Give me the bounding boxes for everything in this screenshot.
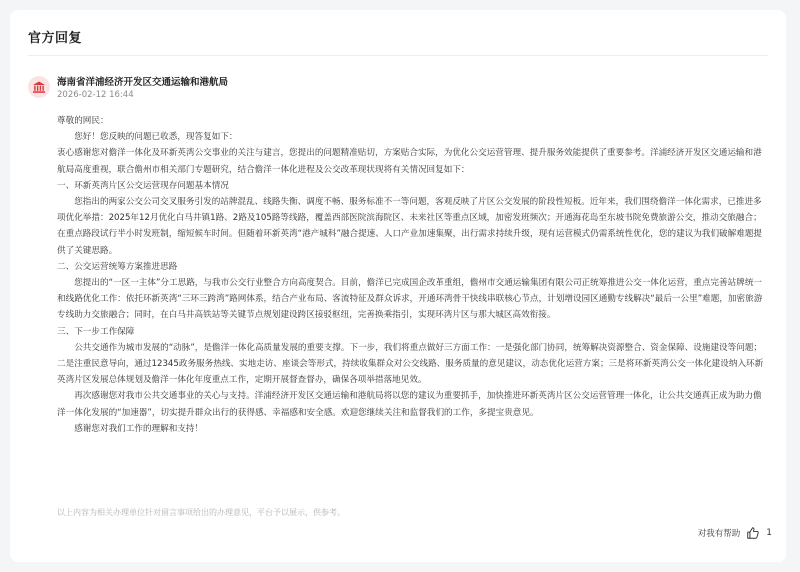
salutation: 尊敬的网民： [57, 116, 109, 126]
greeting: 您好！您反映的问题已收悉，现答复如下： [74, 132, 238, 143]
helpful-label: 对我有帮助 [697, 529, 741, 539]
reply-time: 2026-02-12 16:44 [57, 90, 134, 100]
helpful-button[interactable] [698, 526, 772, 540]
org-name: 海南省洋浦经济开发区交通运输和港航局 [57, 77, 229, 88]
avatar [28, 76, 50, 98]
disclaimer-note: 以上内容为相关办理单位针对留言事项给出的办理意见，平台予以展示，供参考。 [57, 508, 345, 517]
section-heading: 一、环新英湾片区公交运营现存问题基本情况 [57, 180, 229, 191]
section-heading: 三、下一步工作保障 [57, 326, 135, 337]
reply-paragraph: 再次感谢您对我市公共交通事业的关心与支持。洋浦经济开发区交通运输和港航局将以您的建议为重要抓手，加快推进环新英湾片区公交运营管理一体化，让公共交通真正成为助力儋洋一体化发展的“加速器”，切实提升群众出行的获得感、幸福感和安全感。欢迎您继续关注和监督我们的工作，多提宝贵意见。 [57, 391, 762, 418]
official-reply-card [10, 10, 786, 562]
helpful-count: 1 [766, 528, 772, 538]
thumbs-up-icon [746, 526, 760, 540]
reply-content [57, 113, 769, 437]
reply-paragraph: 您提出的“一区一主体”分工思路，与我市公交行业整合方向高度契合。目前，儋洋已完成国企改革重组，儋州市交通运输集团有限公司正统筹推进公交一体化运营，重点完善站牌统一和线路优化工作：依托环新英湾“三环三跨湾”路网体系，结合产业布局、客流特征及群众诉求，开通环湾骨干快线串联核心节点，计划增设园区通勤专线解决“最后一公里”难题，加密旅游专线助力交旅融合；同时，在白马井高铁站等关键节点规划建设跨区接驳枢纽，完善换乘指引，实现环湾片区与那大城区高效衔接。 [57, 278, 763, 321]
divider [28, 55, 768, 56]
section-title: 官方回复 [28, 31, 83, 46]
closing: 感谢您对我们工作的理解和支持！ [74, 423, 204, 434]
reply-paragraph: 衷心感谢您对儋洋一体化及环新英湾公交事业的关注与建言，您提出的问题精准贴切，方案贴合实际，为优化公交运营管理、提升服务效能提供了重要参考。洋浦经济开发区交通运输和港航局高度重视，联合儋州市相关部门专题研究，结合儋洋一体化进程及公交改革现状现将有关情况回复如下： [57, 148, 762, 175]
reply-paragraph: 您指出的两家公交公司交叉服务引发的站牌混乱、线路失衡、调度不畅、服务标准不一等问题，客观反映了片区公交发展的阶段性短板。近年来，我们围绕儋洋一体化需求，已推进多项优化举措：2025年12月优化白马井镇1路、2路及105路等线路，覆盖西部医院滨海院区、未来社区等重点区域，加密发班频次；开通海花岛至东坡书院免费旅游公交，推动交旅融合；在重点路段试行半小时发班制，缩短候车时间。但随着环新英湾“港产城科”融合提速、人口产业加速集聚，出行需求持续升级，现有运营模式仍需系统性优化，您的建议为我们破解难题提供了关键思路。 [57, 197, 763, 256]
government-building-icon [32, 80, 46, 94]
section-heading: 二、公交运营统筹方案推进思路 [57, 261, 178, 272]
reply-paragraph: 公共交通作为城市发展的“动脉”，是儋洋一体化高质量发展的重要支撑。下一步，我们将重点做好三方面工作：一是强化部门协同，统筹解决资源整合、资金保障、设施建设等问题；二是注重民意导向，通过12345政务服务热线、实地走访、座谈会等形式，持续收集群众对公交线路、服务质量的意见建议，动态优化运营方案；三是将环新英湾公交一体化建设纳入环新英湾片区发展总体规划及儋洋一体化年度重点工作，定期开展督查督办，确保各项举措落地见效。 [57, 342, 764, 386]
